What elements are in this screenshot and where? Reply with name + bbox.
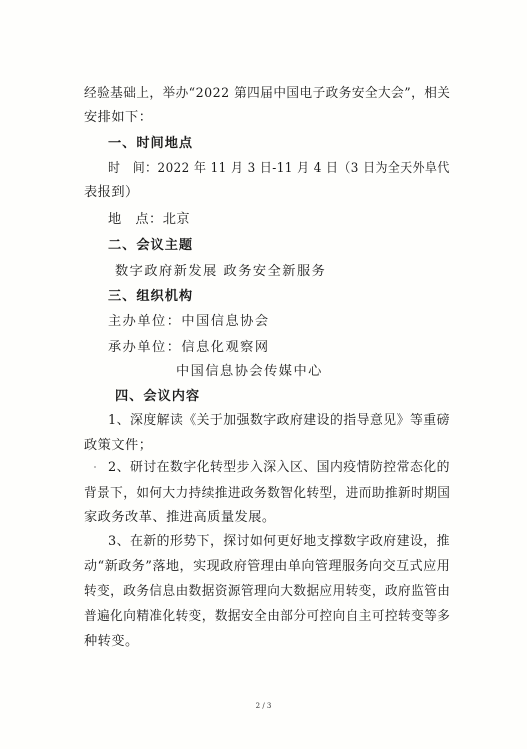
item1-line-2: 政策文件； xyxy=(84,438,153,453)
time-line-2: 表报到） xyxy=(84,185,139,200)
intro-line-1: 经验基础上，举办“2022 第四届中国电子政务安全大会”，相关 xyxy=(84,86,451,101)
item2-line-2: 背景下，如何大力持续推进政务数智化转型，进而助推新时期国 xyxy=(84,486,451,501)
item3-line-4: 普遍化向精准化转变，数据安全由部分可控向自主可控转变等多 xyxy=(84,609,451,624)
section-heading-time-place: 一、时间地点 xyxy=(108,136,194,151)
time-line-1: 时 间：2022 年 11 月 3 日-11 月 4 日（3 日为全天外阜代 xyxy=(108,161,450,176)
item3-line-5: 种转变。 xyxy=(84,634,139,649)
item3-line-1: 3、在新的形势下，探讨如何更好地支撑数字政府建设，推 xyxy=(108,534,450,549)
theme-line: 数字政府新发展 政务安全新服务 xyxy=(115,264,327,279)
item1-line-1: 1、深度解读《关于加强数字政府建设的指导意见》等重磅 xyxy=(108,413,450,428)
page-number: 2 / 3 xyxy=(255,702,272,710)
scan-speck xyxy=(94,466,96,468)
place-line: 地 点：北京 xyxy=(108,212,191,227)
section-heading-content: 四、会议内容 xyxy=(115,389,201,404)
section-heading-theme: 二、会议主题 xyxy=(108,238,194,253)
organizer-line-1: 承办单位：信息化观察网 xyxy=(108,340,270,355)
intro-line-2: 安排如下： xyxy=(84,110,153,125)
item3-line-2: 动“新政务”落地，实现政府管理由单向管理服务向交互式应用 xyxy=(84,559,451,574)
item2-line-3: 家政务改革、推进高质量发展。 xyxy=(84,510,276,525)
section-heading-organization: 三、组织机构 xyxy=(108,289,194,304)
host-line: 主办单位：中国信息协会 xyxy=(108,314,270,329)
item2-line-1: 2、研讨在数字化转型步入深入区、国内疫情防控常态化的 xyxy=(108,460,450,475)
organizer-line-2: 中国信息协会传媒中心 xyxy=(176,364,323,379)
item3-line-3: 转变，政务信息由数据资源管理向大数据应用转变，政府监管由 xyxy=(84,584,451,599)
